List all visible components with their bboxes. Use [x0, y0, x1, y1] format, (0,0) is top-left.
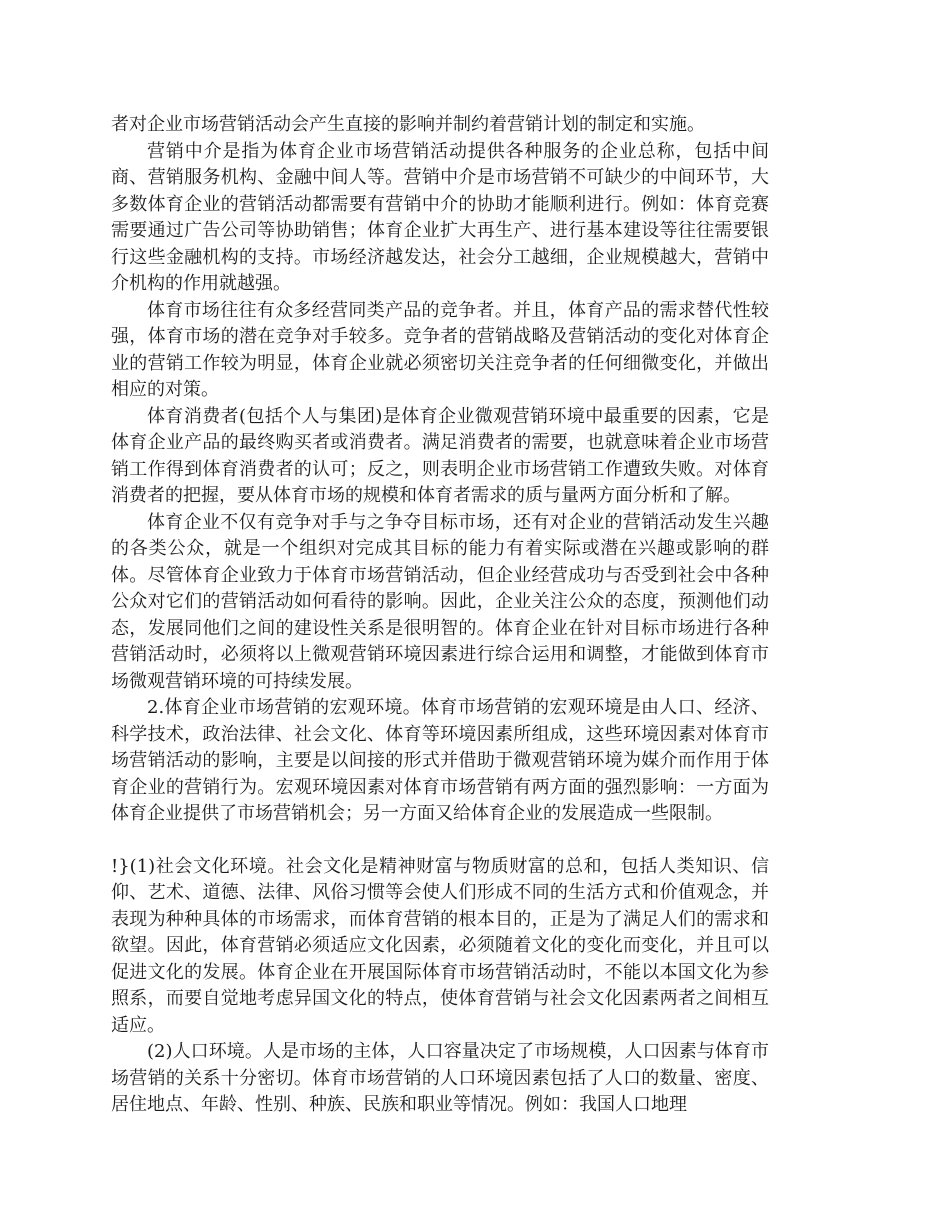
- paragraph-marketing-intermediaries: 营销中介是指为体育企业市场营销活动提供各种服务的企业总称，包括中间商、营销服务机构、金融中间人等。营销中介是市场营销不可缺少的中间环节，大多数体育企业的营销活动都需要有营销中介的协助才能顺利进行。例如：体育竞赛需要通过广告公司等协助销售；体育企业扩大再生产、进行基本建设等往往需要银行这些金融机构的支持。市场经济越发达，社会分工越细，企业规模越大，营销中介机构的作用就越强。: [111, 140, 769, 294]
- paragraph-macro-environment: 2.体育企业市场营销的宏观环境。体育市场营销的宏观环境是由人口、经济、科学技术，政治法律、社会文化、体育等环境因素所组成，这些环境因素对体育市场营销活动的影响，主要是以间接的形式并借助于微观营销环境为媒介而作用于体育企业的营销行为。宏观环境因素对体育市场营销有两方面的强烈影响：一方面为体育企业提供了市场营销机会；另一方面又给体育企业的发展造成一些限制。: [111, 697, 769, 824]
- document-body: [111, 112, 769, 1119]
- paragraph-social-culture: !}(1)社会文化环境。社会文化是精神财富与物质财富的总和，包括人类知识、信仰、艺术、道德、法律、风俗习惯等会使人们形成不同的生活方式和价值观念，并表现为种种具体的市场需求，而体育营销的根本目的，正是为了满足人们的需求和欲望。因此，体育营销必须适应文化因素，必须随着文化的变化而变化，并且可以促进文化的发展。体育企业在开展国际体育市场营销活动时，不能以本国文化为参照系，而要自觉地考虑异国文化的特点，使体育营销与社会文化因素两者之间相互适应。: [111, 855, 769, 1036]
- paragraph-publics: 体育企业不仅有竞争对手与之争夺目标市场，还有对企业的营销活动发生兴趣的各类公众，就是一个组织对完成其目标的能力有着实际或潜在兴趣或影响的群体。尽管体育企业致力于体育市场营销活动，但企业经营成功与否受到社会中各种公众对它们的营销活动如何看待的影响。因此，企业关注公众的态度，预测他们动态，发展同他们之间的建设性关系是很明智的。体育企业在针对目标市场进行各种营销活动时，必须将以上微观营销环境因素进行综合运用和调整，才能做到体育市场微观营销环境的可持续发展。: [111, 511, 769, 692]
- paragraph-population: (2)人口环境。人是市场的主体，人口容量决定了市场规模，人口因素与体育市场营销的关系十分密切。体育市场营销的人口环境因素包括了人口的数量、密度、居住地点、年龄、性别、种族、民族和职业等情况。例如：我国人口地理: [111, 1041, 769, 1115]
- paragraph-consumers: 体育消费者(包括个人与集团)是体育企业微观营销环境中最重要的因素，它是体育企业产品的最终购买者或消费者。满足消费者的需要，也就意味着企业市场营销工作得到体育消费者的认可；反之，则表明企业市场营销工作遭致失败。对体育消费者的把握，要从体育市场的规模和体育者需求的质与量两方面分析和了解。: [111, 405, 769, 506]
- paragraph-continuation: 者对企业市场营销活动会产生直接的影响并制约着营销计划的制定和实施。: [111, 114, 705, 135]
- paragraph-competitors: 体育市场往往有众多经营同类产品的竞争者。并且，体育产品的需求替代性较强，体育市场的潜在竞争对手较多。竞争者的营销战略及营销活动的变化对体育企业的营销工作较为明显，体育企业就必须密切关注竞争者的任何细微变化，并做出相应的对策。: [111, 299, 769, 400]
